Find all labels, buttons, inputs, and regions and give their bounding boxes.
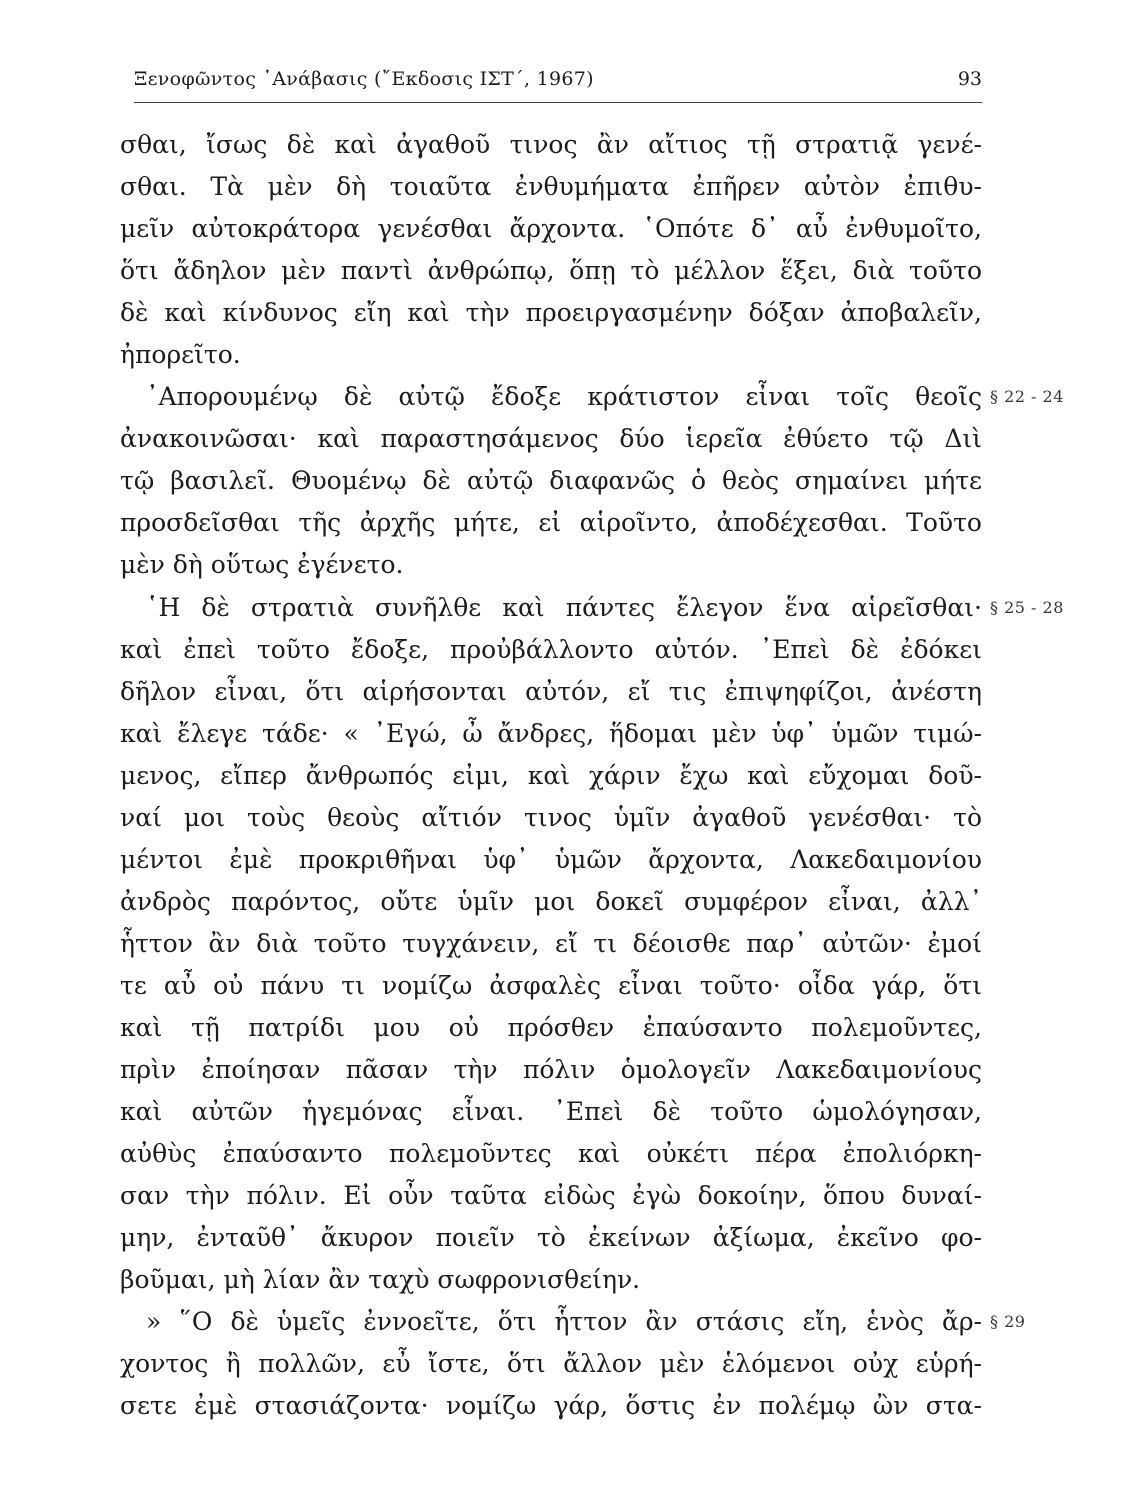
text-line: καὶ ἔλεγε τάδε· « ᾿Εγώ, ὦ ἄνδρες, ἥδομαι μὲν ὑφ᾽ ὑμῶν τιμώ- [120, 718, 982, 748]
text-line: χοντος ἢ πολλῶν, εὖ ἴστε, ὅτι ἄλλον μὲν ἑλόμενοι οὐχ εὑρή- [120, 1349, 982, 1379]
text-line: ᾿Απορουμένῳ δὲ αὐτῷ ἔδοξε κράτιστον εἶναι τοῖς θεοῖς [146, 382, 982, 412]
section-reference: § 25 - 28 [990, 597, 1064, 617]
text-line: ἀνδρὸς παρόντος, οὔτε ὑμῖν μοι δοκεῖ συμφέρον εἶναι, ἀλλ᾽ [120, 886, 982, 916]
text-line: σαν τὴν πόλιν. Εἰ οὖν ταῦτα εἰδὼς ἐγὼ δοκοίην, ὅπου δυναί- [120, 1181, 982, 1211]
header-title: Ξενοφῶντος ᾿Ανάβασις (῎Εκδοσις ΙΣΤ΄, 1967) [134, 68, 594, 90]
text-line: δὲ καὶ κίνδυνος εἴη καὶ τὴν προειργασμένην δόξαν ἀποβαλεῖν, [120, 298, 982, 328]
running-header [134, 62, 982, 103]
text-line: τε αὖ οὐ πάνυ τι νομίζω ἀσφαλὲς εἶναι τοῦτο· οἶδα γάρ, ὅτι [120, 970, 982, 1000]
text-line: μέντοι ἐμὲ προκριθῆναι ὑφ᾽ ὑμῶν ἄρχοντα, Λακεδαιμονίου [120, 844, 982, 874]
text-line: αὐθὺς ἐπαύσαντο πολεμοῦντες καὶ οὐκέτι πέρα ἐπολιόρκη- [120, 1139, 982, 1169]
text-line: σθαι. Τὰ μὲν δὴ τοιαῦτα ἐνθυμήματα ἐπῆρεν αὐτὸν ἐπιθυ- [120, 172, 982, 202]
section-reference: § 22 - 24 [990, 387, 1064, 407]
text-line: τῷ βασιλεῖ. Θυομένῳ δὲ αὐτῷ διαφανῶς ὁ θεὸς σημαίνει μήτε [120, 466, 982, 496]
text-line: προσδεῖσθαι τῆς ἀρχῆς μήτε, εἰ αἱροῖντο, ἀποδέχεσθαι. Τοῦτο [120, 508, 982, 538]
text-line: βοῦμαι, μὴ λίαν ἂν ταχὺ σωφρονισθείην. [120, 1265, 641, 1295]
text-line: μὲν δὴ οὕτως ἐγένετο. [120, 550, 404, 580]
text-line: » ῞Ο δὲ ὑμεῖς ἐννοεῖτε, ὅτι ἧττον ἂν στάσις εἴη, ἑνὸς ἄρ- [146, 1307, 982, 1337]
body-text [120, 124, 1064, 1427]
text-line: σθαι, ἴσως δὲ καὶ ἀγαθοῦ τινος ἂν αἴτιος τῇ στρατιᾷ γενέ- [120, 130, 982, 159]
text-line: μην, ἐνταῦθ᾽ ἄκυρον ποιεῖν τὸ ἐκείνων ἀξίωμα, ἐκεῖνο φο- [120, 1223, 982, 1253]
text-line: καὶ ἐπεὶ τοῦτο ἔδοξε, προὐβάλλοντο αὐτόν. ᾿Επεὶ δὲ ἐδόκει [120, 634, 982, 664]
text-line: ναί μοι τοὺς θεοὺς αἴτιόν τινος ὑμῖν ἀγαθοῦ γενέσθαι· τὸ [120, 802, 982, 832]
text-line: μεῖν αὐτοκράτορα γενέσθαι ἄρχοντα. ῾Οπότε δ᾽ αὖ ἐνθυμοῖτο, [120, 214, 982, 244]
text-line: ὅτι ἄδηλον μὲν παντὶ ἀνθρώπῳ, ὅπῃ τὸ μέλλον ἕξει, διὰ τοῦτο [120, 256, 982, 286]
text-line: ῾Η δὲ στρατιὰ συνῆλθε καὶ πάντες ἔλεγον ἕνα αἱρεῖσθαι· [146, 592, 982, 622]
text-line: δῆλον εἶναι, ὅτι αἱρήσονται αὐτόν, εἴ τις ἐπιψηφίζοι, ἀνέστη [120, 676, 982, 706]
text-line: πρὶν ἐποίησαν πᾶσαν τὴν πόλιν ὁμολογεῖν Λακεδαιμονίους [120, 1055, 982, 1085]
text-line: καὶ αὐτῶν ἡγεμόνας εἶναι. ᾿Επεὶ δὲ τοῦτο ὡμολόγησαν, [120, 1097, 982, 1127]
text-line: ἠπορεῖτο. [120, 340, 241, 370]
text-line: μενος, εἴπερ ἄνθρωπός εἰμι, καὶ χάριν ἔχω καὶ εὔχομαι δοῦ- [120, 760, 982, 790]
text-line: ἧττον ἂν διὰ τοῦτο τυγχάνειν, εἴ τι δέοισθε παρ᾽ αὐτῶν· ἐμοί [120, 928, 982, 958]
text-line: σετε ἐμὲ στασιάζοντα· νομίζω γάρ, ὅστις ἐν πολέμῳ ὢν στα- [120, 1391, 982, 1421]
section-reference: § 29 [990, 1312, 1026, 1332]
text-line: καὶ τῇ πατρίδι μου οὐ πρόσθεν ἐπαύσαντο πολεμοῦντες, [120, 1012, 982, 1042]
page-number: 93 [957, 68, 982, 90]
text-line: ἀνακοινῶσαι· καὶ παραστησάμενος δύο ἱερεῖα ἐθύετο τῷ Διὶ [120, 424, 982, 454]
